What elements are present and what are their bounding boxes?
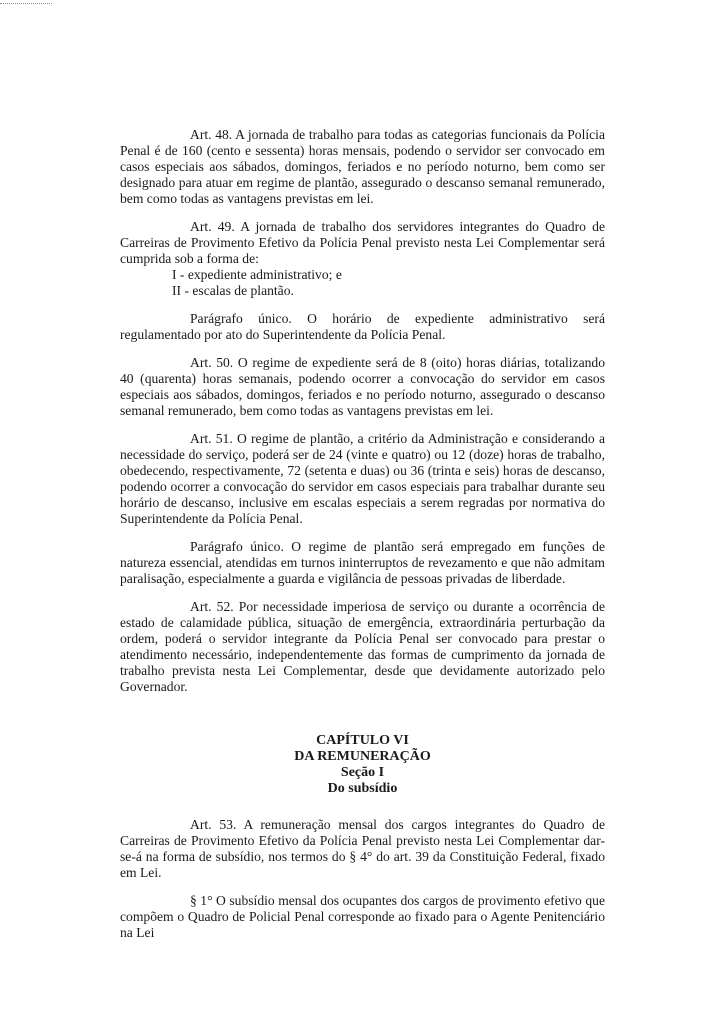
paragraph-art-52: Art. 52. Por necessidade imperiosa de serviço ou durante a ocorrência de estado de calamidade pública, situação de emergência, extraordinária perturbação da ordem, poderá o servidor integrante da Polícia Penal ser convocado para prestar o atendimento necessário, independentemente das formas de cumprimento da jornada de trabalho prevista nesta Lei Complementar, desde que devidamente autorizado pelo Governador. bbox=[120, 599, 605, 694]
paragraph-art-50: Art. 50. O regime de expediente será de 8 (oito) horas diárias, totalizando 40 (quarenta) horas semanais, podendo ocorrer a convocação do servidor em casos especiais aos sábados, domingos, feriados e no período noturno, assegurado o descanso semanal remunerado, bem como todas as vantagens previstas em lei. bbox=[120, 355, 605, 418]
paragraph-art-49: Art. 49. A jornada de trabalho dos servidores integrantes do Quadro de Carreiras de Provimento Efetivo da Polícia Penal previsto nesta Lei Complementar será cumprida sob a forma de: bbox=[120, 219, 605, 266]
paragraph-art-53-par-1: § 1° O subsídio mensal dos ocupantes dos cargos de provimento efetivo que compõem o Quadro de Policial Penal corresponde ao fixado para o Agente Penitenciário na Lei bbox=[120, 893, 605, 940]
paragraph-art-51: Art. 51. O regime de plantão, a critério da Administração e considerando a necessidade do serviço, poderá ser de 24 (vinte e quatro) ou 12 (doze) horas de trabalho, obedecendo, respectivamente, 72 (setenta e duas) ou 36 (trinta e seis) horas de descanso, podendo ocorrer a convocação do servidor em casos especiais para trabalhar durante seu horário de descanso, inclusive em escalas especiais a serem regradas por normativa do Superintendente da Polícia Penal. bbox=[120, 431, 605, 526]
chapter-subtitle: DA REMUNERAÇÃO bbox=[294, 749, 431, 764]
paragraph-art-49-unico: Parágrafo único. O horário de expediente administrativo será regulamentado por ato do Superintendente da Polícia Penal. bbox=[120, 311, 605, 342]
chapter-title: CAPÍTULO VI bbox=[316, 733, 409, 748]
document-body bbox=[120, 127, 605, 941]
list-item-expediente: I - expediente administrativo; e bbox=[172, 267, 342, 282]
scan-corner-mark bbox=[0, 3, 52, 4]
list-item-escalas: II - escalas de plantão. bbox=[172, 283, 294, 298]
paragraph-art-48: Art. 48. A jornada de trabalho para todas as categorias funcionais da Polícia Penal é de 160 (cento e sessenta) horas mensais, podendo o servidor ser convocado em casos especiais aos sábados, domingos, feriados e no período noturno, bem como ser designado para atuar em regime de plantão, assegurado o descanso semanal remunerado, bem como todas as vantagens previstas em lei. bbox=[120, 127, 605, 206]
section-title: Seção I bbox=[340, 765, 385, 780]
paragraph-art-53: Art. 53. A remuneração mensal dos cargos integrantes do Quadro de Carreiras de Provimento Efetivo da Polícia Penal previsto nesta Lei Complementar dar-se-á na forma de subsídio, nos termos do § 4° do art. 39 da Constituição Federal, fixado em Lei. bbox=[120, 817, 605, 880]
paragraph-art-51-unico: Parágrafo único. O regime de plantão será empregado em funções de natureza essencial, atendidas em turnos ininterruptos de revezamento e que não admitam paralisação, especialmente a guarda e vigilância de pessoas privadas de liberdade. bbox=[120, 539, 605, 586]
section-subtitle: Do subsídio bbox=[327, 781, 398, 796]
